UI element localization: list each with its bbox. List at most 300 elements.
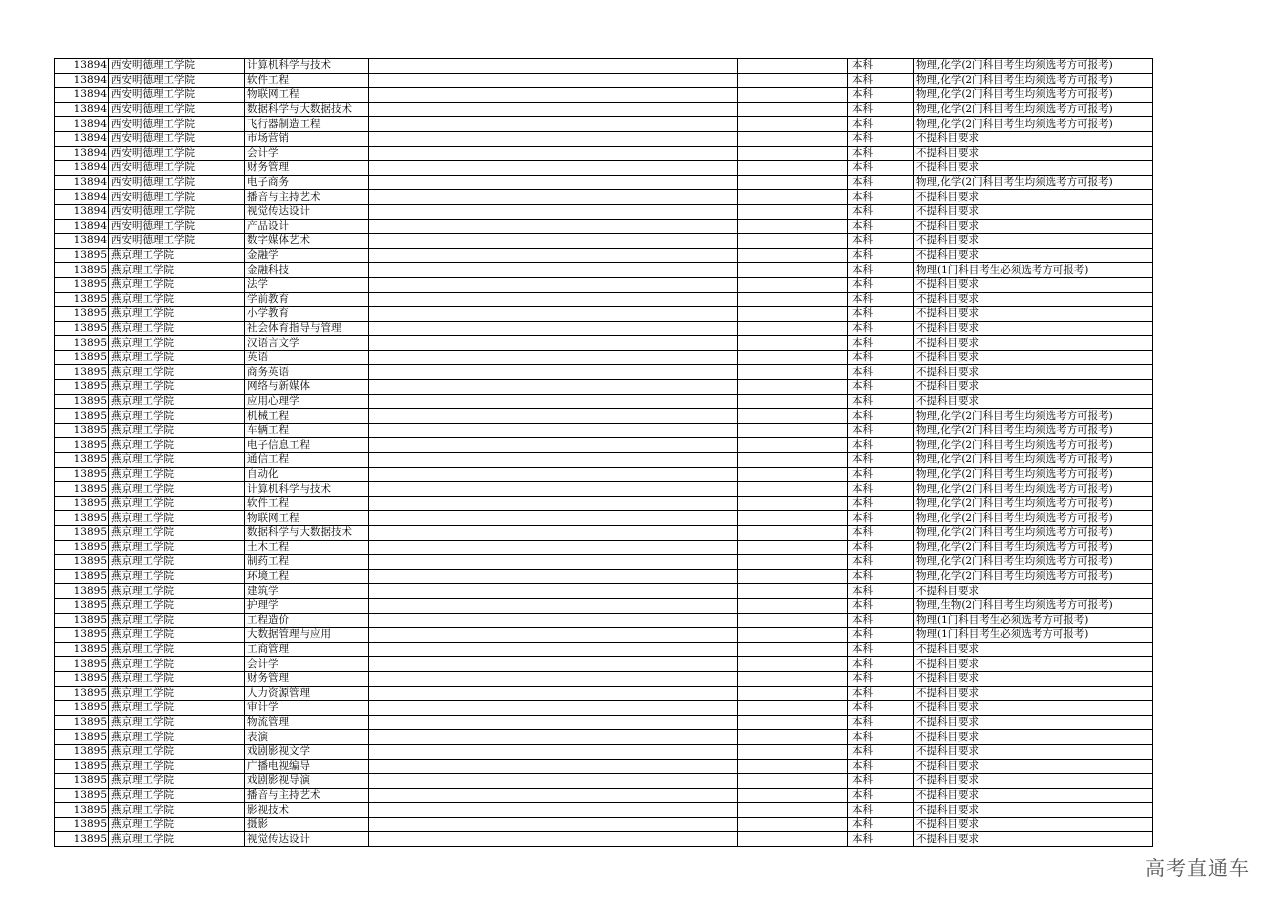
school-name-cell: 燕京理工学院 [109, 321, 245, 336]
major-name-cell: 英语 [245, 350, 369, 365]
level-cell: 本科 [848, 263, 914, 278]
school-code-cell: 13895 [55, 438, 109, 453]
blank-cell [369, 715, 738, 730]
blank-cell [369, 774, 738, 789]
level-cell: 本科 [848, 59, 914, 74]
major-name-cell: 法学 [245, 277, 369, 292]
blank-cell [369, 759, 738, 774]
school-code-cell: 13895 [55, 613, 109, 628]
level-cell: 本科 [848, 686, 914, 701]
school-code-cell: 13895 [55, 686, 109, 701]
table-row [55, 248, 1153, 263]
school-name-cell: 燕京理工学院 [109, 292, 245, 307]
school-code-cell: 13895 [55, 453, 109, 468]
subject-requirement-cell: 物理,化学(2门科目考生均须选考方可报考) [914, 540, 1153, 555]
blank-cell-2 [738, 555, 848, 570]
table-row [55, 730, 1153, 745]
school-name-cell: 西安明德理工学院 [109, 73, 245, 88]
major-name-cell: 通信工程 [245, 453, 369, 468]
school-code-cell: 13895 [55, 540, 109, 555]
subject-requirement-cell: 不提科目要求 [914, 657, 1153, 672]
level-cell: 本科 [848, 555, 914, 570]
blank-cell [369, 730, 738, 745]
blank-cell-2 [738, 482, 848, 497]
school-code-cell: 13895 [55, 336, 109, 351]
school-name-cell: 燕京理工学院 [109, 555, 245, 570]
table-row [55, 146, 1153, 161]
blank-cell-2 [738, 59, 848, 74]
level-cell: 本科 [848, 438, 914, 453]
school-name-cell: 燕京理工学院 [109, 438, 245, 453]
school-code-cell: 13895 [55, 657, 109, 672]
table-row [55, 569, 1153, 584]
school-name-cell: 燕京理工学院 [109, 803, 245, 818]
table-row [55, 409, 1153, 424]
blank-cell [369, 88, 738, 103]
blank-cell [369, 657, 738, 672]
table-row [55, 832, 1153, 847]
blank-cell-2 [738, 496, 848, 511]
major-name-cell: 播音与主持艺术 [245, 190, 369, 205]
school-name-cell: 西安明德理工学院 [109, 161, 245, 176]
subject-requirement-cell: 不提科目要求 [914, 350, 1153, 365]
school-code-cell: 13895 [55, 788, 109, 803]
blank-cell-2 [738, 102, 848, 117]
school-name-cell: 燕京理工学院 [109, 598, 245, 613]
level-cell: 本科 [848, 380, 914, 395]
major-name-cell: 审计学 [245, 701, 369, 716]
school-code-cell: 13895 [55, 292, 109, 307]
major-name-cell: 金融科技 [245, 263, 369, 278]
blank-cell-2 [738, 190, 848, 205]
school-name-cell: 燕京理工学院 [109, 788, 245, 803]
level-cell: 本科 [848, 423, 914, 438]
level-cell: 本科 [848, 730, 914, 745]
school-code-cell: 13894 [55, 73, 109, 88]
blank-cell [369, 248, 738, 263]
school-name-cell: 燕京理工学院 [109, 467, 245, 482]
blank-cell-2 [738, 263, 848, 278]
major-name-cell: 数字媒体艺术 [245, 234, 369, 249]
level-cell: 本科 [848, 175, 914, 190]
school-code-cell: 13895 [55, 511, 109, 526]
major-name-cell: 小学教育 [245, 307, 369, 322]
school-code-cell: 13894 [55, 88, 109, 103]
table-row [55, 321, 1153, 336]
school-name-cell: 燕京理工学院 [109, 613, 245, 628]
blank-cell-2 [738, 131, 848, 146]
school-name-cell: 西安明德理工学院 [109, 190, 245, 205]
blank-cell-2 [738, 569, 848, 584]
blank-cell-2 [738, 759, 848, 774]
blank-cell [369, 263, 738, 278]
major-name-cell: 金融学 [245, 248, 369, 263]
school-name-cell: 燕京理工学院 [109, 671, 245, 686]
subject-requirement-cell: 不提科目要求 [914, 642, 1153, 657]
table-row [55, 482, 1153, 497]
subject-requirement-cell: 物理(1门科目考生必须选考方可报考) [914, 263, 1153, 278]
table-row [55, 759, 1153, 774]
subject-requirement-cell: 不提科目要求 [914, 686, 1153, 701]
subject-requirement-cell: 不提科目要求 [914, 817, 1153, 832]
school-code-cell: 13895 [55, 584, 109, 599]
school-code-cell: 13895 [55, 598, 109, 613]
table-row [55, 423, 1153, 438]
school-name-cell: 燕京理工学院 [109, 409, 245, 424]
blank-cell-2 [738, 394, 848, 409]
level-cell: 本科 [848, 511, 914, 526]
major-name-cell: 戏剧影视导演 [245, 774, 369, 789]
school-name-cell: 西安明德理工学院 [109, 234, 245, 249]
table-row [55, 73, 1153, 88]
school-name-cell: 燕京理工学院 [109, 336, 245, 351]
level-cell: 本科 [848, 336, 914, 351]
major-name-cell: 车辆工程 [245, 423, 369, 438]
school-name-cell: 燕京理工学院 [109, 248, 245, 263]
school-name-cell: 燕京理工学院 [109, 832, 245, 847]
table-row [55, 642, 1153, 657]
level-cell: 本科 [848, 219, 914, 234]
blank-cell-2 [738, 453, 848, 468]
level-cell: 本科 [848, 701, 914, 716]
major-name-cell: 物联网工程 [245, 511, 369, 526]
level-cell: 本科 [848, 117, 914, 132]
blank-cell [369, 161, 738, 176]
major-name-cell: 软件工程 [245, 496, 369, 511]
table-row [55, 292, 1153, 307]
school-code-cell: 13895 [55, 467, 109, 482]
subject-requirement-cell: 物理,化学(2门科目考生均须选考方可报考) [914, 555, 1153, 570]
level-cell: 本科 [848, 569, 914, 584]
level-cell: 本科 [848, 671, 914, 686]
subject-requirement-cell: 物理,化学(2门科目考生均须选考方可报考) [914, 409, 1153, 424]
blank-cell-2 [738, 219, 848, 234]
table-row [55, 788, 1153, 803]
table-row [55, 715, 1153, 730]
level-cell: 本科 [848, 715, 914, 730]
blank-cell [369, 671, 738, 686]
blank-cell-2 [738, 423, 848, 438]
blank-cell-2 [738, 234, 848, 249]
table-row [55, 598, 1153, 613]
school-name-cell: 燕京理工学院 [109, 730, 245, 745]
subject-requirement-cell: 物理,化学(2门科目考生均须选考方可报考) [914, 175, 1153, 190]
blank-cell-2 [738, 467, 848, 482]
subject-requirement-cell: 物理,化学(2门科目考生均须选考方可报考) [914, 59, 1153, 74]
blank-cell [369, 175, 738, 190]
subject-requirement-cell: 物理,化学(2门科目考生均须选考方可报考) [914, 117, 1153, 132]
table-row [55, 744, 1153, 759]
major-name-cell: 数据科学与大数据技术 [245, 102, 369, 117]
school-code-cell: 13895 [55, 759, 109, 774]
school-code-cell: 13895 [55, 628, 109, 643]
school-name-cell: 西安明德理工学院 [109, 146, 245, 161]
major-name-cell: 电子商务 [245, 175, 369, 190]
school-code-cell: 13895 [55, 832, 109, 847]
level-cell: 本科 [848, 292, 914, 307]
major-name-cell: 网络与新媒体 [245, 380, 369, 395]
table-row [55, 234, 1153, 249]
major-name-cell: 护理学 [245, 598, 369, 613]
subject-requirement-cell: 不提科目要求 [914, 321, 1153, 336]
school-code-cell: 13895 [55, 642, 109, 657]
table-row [55, 438, 1153, 453]
school-code-cell: 13894 [55, 102, 109, 117]
subject-requirement-cell: 不提科目要求 [914, 131, 1153, 146]
school-code-cell: 13894 [55, 161, 109, 176]
table-row [55, 526, 1153, 541]
blank-cell [369, 482, 738, 497]
subject-requirement-cell: 不提科目要求 [914, 146, 1153, 161]
school-name-cell: 燕京理工学院 [109, 423, 245, 438]
level-cell: 本科 [848, 321, 914, 336]
major-name-cell: 建筑学 [245, 584, 369, 599]
school-code-cell: 13895 [55, 701, 109, 716]
school-name-cell: 燕京理工学院 [109, 817, 245, 832]
level-cell: 本科 [848, 394, 914, 409]
school-code-cell: 13894 [55, 175, 109, 190]
blank-cell-2 [738, 365, 848, 380]
table-row [55, 102, 1153, 117]
subject-requirement-cell: 不提科目要求 [914, 803, 1153, 818]
level-cell: 本科 [848, 161, 914, 176]
level-cell: 本科 [848, 759, 914, 774]
level-cell: 本科 [848, 613, 914, 628]
subject-requirement-cell: 物理,化学(2门科目考生均须选考方可报考) [914, 438, 1153, 453]
table-row [55, 117, 1153, 132]
blank-cell [369, 307, 738, 322]
major-name-cell: 飞行器制造工程 [245, 117, 369, 132]
school-code-cell: 13894 [55, 131, 109, 146]
level-cell: 本科 [848, 642, 914, 657]
school-name-cell: 西安明德理工学院 [109, 117, 245, 132]
table-row [55, 671, 1153, 686]
school-name-cell: 燕京理工学院 [109, 744, 245, 759]
watermark-logo: 高考直通车 [1145, 856, 1250, 880]
blank-cell-2 [738, 788, 848, 803]
level-cell: 本科 [848, 350, 914, 365]
blank-cell-2 [738, 117, 848, 132]
level-cell: 本科 [848, 467, 914, 482]
level-cell: 本科 [848, 234, 914, 249]
school-name-cell: 燕京理工学院 [109, 569, 245, 584]
level-cell: 本科 [848, 774, 914, 789]
school-name-cell: 燕京理工学院 [109, 277, 245, 292]
blank-cell-2 [738, 438, 848, 453]
school-name-cell: 西安明德理工学院 [109, 175, 245, 190]
blank-cell [369, 598, 738, 613]
table-row [55, 365, 1153, 380]
school-name-cell: 燕京理工学院 [109, 701, 245, 716]
blank-cell [369, 102, 738, 117]
school-name-cell: 燕京理工学院 [109, 759, 245, 774]
level-cell: 本科 [848, 482, 914, 497]
table-row [55, 307, 1153, 322]
subject-requirement-cell: 物理,化学(2门科目考生均须选考方可报考) [914, 73, 1153, 88]
school-name-cell: 西安明德理工学院 [109, 102, 245, 117]
subject-requirement-cell: 不提科目要求 [914, 204, 1153, 219]
level-cell: 本科 [848, 453, 914, 468]
major-name-cell: 机械工程 [245, 409, 369, 424]
blank-cell-2 [738, 598, 848, 613]
blank-cell [369, 380, 738, 395]
school-code-cell: 13894 [55, 117, 109, 132]
major-name-cell: 市场营销 [245, 131, 369, 146]
school-code-cell: 13894 [55, 219, 109, 234]
subject-requirement-cell: 不提科目要求 [914, 730, 1153, 745]
major-name-cell: 商务英语 [245, 365, 369, 380]
school-code-cell: 13895 [55, 307, 109, 322]
school-code-cell: 13894 [55, 190, 109, 205]
major-name-cell: 工商管理 [245, 642, 369, 657]
table-row [55, 161, 1153, 176]
major-name-cell: 应用心理学 [245, 394, 369, 409]
table-row [55, 350, 1153, 365]
level-cell: 本科 [848, 204, 914, 219]
school-code-cell: 13895 [55, 350, 109, 365]
school-code-cell: 13895 [55, 715, 109, 730]
blank-cell-2 [738, 744, 848, 759]
level-cell: 本科 [848, 628, 914, 643]
major-name-cell: 视觉传达设计 [245, 832, 369, 847]
blank-cell-2 [738, 350, 848, 365]
level-cell: 本科 [848, 102, 914, 117]
school-code-cell: 13894 [55, 59, 109, 74]
level-cell: 本科 [848, 788, 914, 803]
blank-cell-2 [738, 307, 848, 322]
level-cell: 本科 [848, 526, 914, 541]
subject-requirement-cell: 不提科目要求 [914, 219, 1153, 234]
table-row [55, 584, 1153, 599]
level-cell: 本科 [848, 307, 914, 322]
subject-requirement-cell: 物理,化学(2门科目考生均须选考方可报考) [914, 511, 1153, 526]
level-cell: 本科 [848, 540, 914, 555]
major-name-cell: 物流管理 [245, 715, 369, 730]
blank-cell [369, 204, 738, 219]
subject-requirement-cell: 不提科目要求 [914, 277, 1153, 292]
major-name-cell: 财务管理 [245, 671, 369, 686]
blank-cell [369, 526, 738, 541]
level-cell: 本科 [848, 131, 914, 146]
school-code-cell: 13895 [55, 277, 109, 292]
blank-cell-2 [738, 336, 848, 351]
blank-cell [369, 423, 738, 438]
level-cell: 本科 [848, 190, 914, 205]
school-name-cell: 燕京理工学院 [109, 686, 245, 701]
subject-requirement-cell: 不提科目要求 [914, 380, 1153, 395]
school-name-cell: 燕京理工学院 [109, 657, 245, 672]
subject-requirement-cell: 物理,化学(2门科目考生均须选考方可报考) [914, 482, 1153, 497]
school-name-cell: 燕京理工学院 [109, 482, 245, 497]
blank-cell [369, 73, 738, 88]
school-code-cell: 13895 [55, 730, 109, 745]
school-name-cell: 燕京理工学院 [109, 715, 245, 730]
subject-requirement-cell: 不提科目要求 [914, 292, 1153, 307]
table-row [55, 613, 1153, 628]
table-row [55, 774, 1153, 789]
table-row [55, 467, 1153, 482]
school-code-cell: 13895 [55, 248, 109, 263]
subject-requirement-cell: 不提科目要求 [914, 671, 1153, 686]
school-name-cell: 燕京理工学院 [109, 350, 245, 365]
level-cell: 本科 [848, 73, 914, 88]
blank-cell-2 [738, 526, 848, 541]
school-name-cell: 燕京理工学院 [109, 307, 245, 322]
subject-requirement-cell: 物理(1门科目考生必须选考方可报考) [914, 628, 1153, 643]
subject-requirement-cell: 不提科目要求 [914, 365, 1153, 380]
subject-requirement-cell: 不提科目要求 [914, 584, 1153, 599]
blank-cell [369, 584, 738, 599]
blank-cell-2 [738, 277, 848, 292]
school-name-cell: 燕京理工学院 [109, 496, 245, 511]
subject-requirement-cell: 物理(1门科目考生必须选考方可报考) [914, 613, 1153, 628]
table-row [55, 657, 1153, 672]
blank-cell-2 [738, 817, 848, 832]
blank-cell-2 [738, 642, 848, 657]
major-name-cell: 汉语言文学 [245, 336, 369, 351]
blank-cell-2 [738, 146, 848, 161]
blank-cell [369, 117, 738, 132]
school-name-cell: 燕京理工学院 [109, 365, 245, 380]
school-name-cell: 燕京理工学院 [109, 540, 245, 555]
blank-cell [369, 569, 738, 584]
blank-cell [369, 496, 738, 511]
level-cell: 本科 [848, 803, 914, 818]
major-name-cell: 大数据管理与应用 [245, 628, 369, 643]
major-name-cell: 制药工程 [245, 555, 369, 570]
school-code-cell: 13895 [55, 817, 109, 832]
subject-requirement-cell: 物理,化学(2门科目考生均须选考方可报考) [914, 102, 1153, 117]
subject-requirement-cell: 物理,化学(2门科目考生均须选考方可报考) [914, 423, 1153, 438]
subject-requirement-cell: 不提科目要求 [914, 234, 1153, 249]
major-name-cell: 计算机科学与技术 [245, 59, 369, 74]
blank-cell [369, 219, 738, 234]
blank-cell [369, 409, 738, 424]
school-name-cell: 西安明德理工学院 [109, 88, 245, 103]
table-row [55, 701, 1153, 716]
major-name-cell: 影视技术 [245, 803, 369, 818]
blank-cell-2 [738, 657, 848, 672]
subject-requirement-cell: 物理,化学(2门科目考生均须选考方可报考) [914, 496, 1153, 511]
school-name-cell: 燕京理工学院 [109, 380, 245, 395]
blank-cell-2 [738, 628, 848, 643]
table-row [55, 175, 1153, 190]
school-name-cell: 燕京理工学院 [109, 774, 245, 789]
blank-cell-2 [738, 774, 848, 789]
blank-cell [369, 613, 738, 628]
blank-cell [369, 321, 738, 336]
table-row [55, 219, 1153, 234]
blank-cell-2 [738, 832, 848, 847]
subject-requirement-cell: 不提科目要求 [914, 190, 1153, 205]
blank-cell-2 [738, 88, 848, 103]
blank-cell-2 [738, 409, 848, 424]
blank-cell-2 [738, 292, 848, 307]
table-row [55, 496, 1153, 511]
blank-cell [369, 744, 738, 759]
subject-requirement-cell: 不提科目要求 [914, 759, 1153, 774]
table-row [55, 540, 1153, 555]
level-cell: 本科 [848, 248, 914, 263]
school-name-cell: 燕京理工学院 [109, 584, 245, 599]
major-name-cell: 软件工程 [245, 73, 369, 88]
major-name-cell: 广播电视编导 [245, 759, 369, 774]
subject-requirement-cell: 不提科目要求 [914, 307, 1153, 322]
blank-cell-2 [738, 380, 848, 395]
subject-requirement-cell: 物理,化学(2门科目考生均须选考方可报考) [914, 88, 1153, 103]
school-name-cell: 燕京理工学院 [109, 526, 245, 541]
blank-cell [369, 628, 738, 643]
